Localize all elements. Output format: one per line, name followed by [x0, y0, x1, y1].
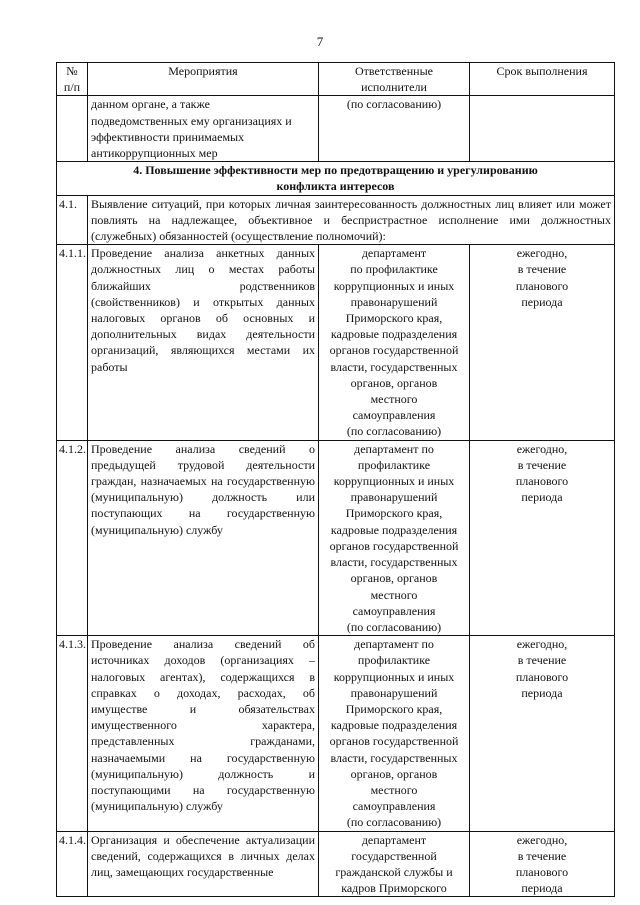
responsible-line: кадровые подразделения [330, 718, 458, 733]
responsible-line: кадров Приморского [341, 881, 447, 896]
table-row-4-1 [57, 195, 615, 245]
responsible-line: гражданской службы и [335, 864, 453, 879]
deadline-line: ежегодно, [516, 637, 568, 652]
deadline-line: планового [515, 278, 569, 293]
responsible-line: органов государственной [329, 538, 459, 553]
responsible-line: органов, органов [350, 375, 438, 390]
row-activity: Выявление ситуаций, при которых личная заинтересованность должностных лиц влияет или может повлиять на надлежащее, объективное и беспристрастное исполнение ими должностных (служебных) обязанностей (осуществление полномочий): [88, 195, 615, 245]
header-num-line1: № [66, 64, 78, 78]
deadline-line: планового [515, 474, 569, 489]
responsible-line: власти, государственных [330, 750, 458, 765]
continuation-line: данном органе, а также [91, 97, 210, 112]
responsible-line: (по согласованию) [346, 619, 442, 634]
row-activity: Проведение анализа сведений о предыдущей трудовой деятельности граждан, назначаемых на государственную (муниципальную) должность или поступающих на государственную (муниципальную) службу [88, 440, 319, 635]
table-row-4-1-3 [57, 636, 615, 831]
header-responsible-line1: Ответственные [355, 64, 433, 78]
continuation-activity [88, 96, 319, 162]
responsible-line: местного [370, 782, 418, 797]
deadline-line: в течение [517, 262, 567, 277]
continuation-line: подведомственных ему организациях и [91, 113, 292, 128]
section-title [57, 162, 615, 195]
responsible-line: (по согласованию) [346, 424, 442, 439]
responsible-line: департамент по [354, 637, 434, 652]
row-activity: Проведение анализа сведений об источниках доходов (организациях – налоговых агентах), содержащихся в справках о доходах, расходах, об имуществе и обязательствах имущественного характера, представленных гражданами, назначаемыми на государственную (муниципальную) должность и поступающими на государственную (муниципальную) службу [88, 636, 319, 831]
responsible-line: государственной [351, 848, 437, 863]
responsible-line: Приморского края, [345, 701, 443, 716]
row-activity: Организация и обеспечение актуализации сведений, содержащихся в личных делах лиц, замещающих государственные [88, 831, 319, 897]
row-num: 4.1.1. [57, 245, 88, 440]
deadline-line: планового [515, 669, 569, 684]
deadline-line: периода [521, 490, 563, 505]
deadline-line: в течение [517, 848, 567, 863]
responsible-line: (по согласованию) [346, 815, 442, 830]
responsible-line: профилактике [357, 653, 431, 668]
continuation-responsible: (по согласованию) [319, 96, 470, 162]
row-responsible [319, 245, 470, 440]
header-num-line2: п/п [63, 80, 81, 95]
row-deadline [470, 440, 615, 635]
responsible-line: Приморского края, [345, 311, 443, 326]
responsible-line: самоуправления [352, 799, 436, 814]
table-row-4-1-4 [57, 831, 615, 897]
continuation-line: эффективности принимаемых [91, 129, 245, 144]
responsible-line: местного [370, 587, 418, 602]
section-title-line2: конфликта интересов [276, 179, 395, 194]
header-responsible [319, 63, 470, 96]
deadline-line: ежегодно, [516, 832, 568, 847]
deadline-line: периода [521, 294, 563, 309]
row-activity: Проведение анализа анкетных данных должностных лиц о местах работы ближайших родственников (свойственников) и открытых данных налоговых органов об основных и дополнительных видах деятельности организаций, являющихся местами их работы [88, 245, 319, 440]
deadline-line: планового [515, 864, 569, 879]
responsible-line: власти, государственных [330, 555, 458, 570]
section-header-row [57, 162, 615, 195]
deadline-line: в течение [517, 457, 567, 472]
header-responsible-line2: исполнители [361, 80, 427, 95]
responsible-line: органов государственной [329, 734, 459, 749]
responsible-line: самоуправления [352, 603, 436, 618]
responsible-line: органов, органов [350, 571, 438, 586]
deadline-line: в течение [517, 653, 567, 668]
row-deadline [470, 831, 615, 897]
row-num: 4.1.4. [57, 831, 88, 897]
row-responsible [319, 636, 470, 831]
deadline-line: ежегодно, [516, 246, 568, 261]
row-deadline [470, 245, 615, 440]
table-row-4-1-1 [57, 245, 615, 440]
continuation-num [57, 96, 88, 162]
row-num: 4.1. [57, 195, 88, 245]
continuation-row [57, 96, 615, 162]
responsible-line: Приморского края, [345, 506, 443, 521]
page-number: 7 [316, 34, 324, 49]
row-responsible [319, 831, 470, 897]
row-num: 4.1.3. [57, 636, 88, 831]
responsible-line: самоуправления [352, 408, 436, 423]
responsible-line: правонарушений [350, 685, 438, 700]
table-header-row [57, 63, 615, 96]
responsible-line: департамент [361, 246, 427, 261]
responsible-line: органов, органов [350, 766, 438, 781]
responsible-line: профилактике [357, 457, 431, 472]
continuation-line: антикоррупционных мер [91, 146, 218, 161]
responsible-line: департамент [361, 832, 427, 847]
table-row-4-1-2 [57, 440, 615, 635]
deadline-line: периода [521, 685, 563, 700]
deadline-line: ежегодно, [516, 441, 568, 456]
header-num [57, 63, 88, 96]
deadline-line: периода [521, 881, 563, 896]
responsible-line: местного [370, 392, 418, 407]
header-activity: Мероприятия [88, 63, 319, 96]
responsible-line: департамент по [354, 441, 434, 456]
responsible-line: коррупционных и иных [333, 669, 455, 684]
responsible-line: правонарушений [350, 490, 438, 505]
responsible-line: власти, государственных [330, 359, 458, 374]
row-num: 4.1.2. [57, 440, 88, 635]
responsible-line: правонарушений [350, 294, 438, 309]
row-responsible [319, 440, 470, 635]
section-title-line1: 4. Повышение эффективности мер по предотвращению и урегулированию [133, 163, 538, 178]
continuation-deadline [470, 96, 615, 162]
action-plan-table [56, 62, 615, 897]
responsible-line: по профилактике [350, 262, 438, 277]
header-deadline: Срок выполнения [470, 63, 615, 96]
responsible-line: органов государственной [329, 343, 459, 358]
responsible-line: коррупционных и иных [333, 278, 455, 293]
responsible-line: коррупционных и иных [333, 474, 455, 489]
responsible-line: кадровые подразделения [330, 327, 458, 342]
row-deadline [470, 636, 615, 831]
responsible-line: кадровые подразделения [330, 522, 458, 537]
